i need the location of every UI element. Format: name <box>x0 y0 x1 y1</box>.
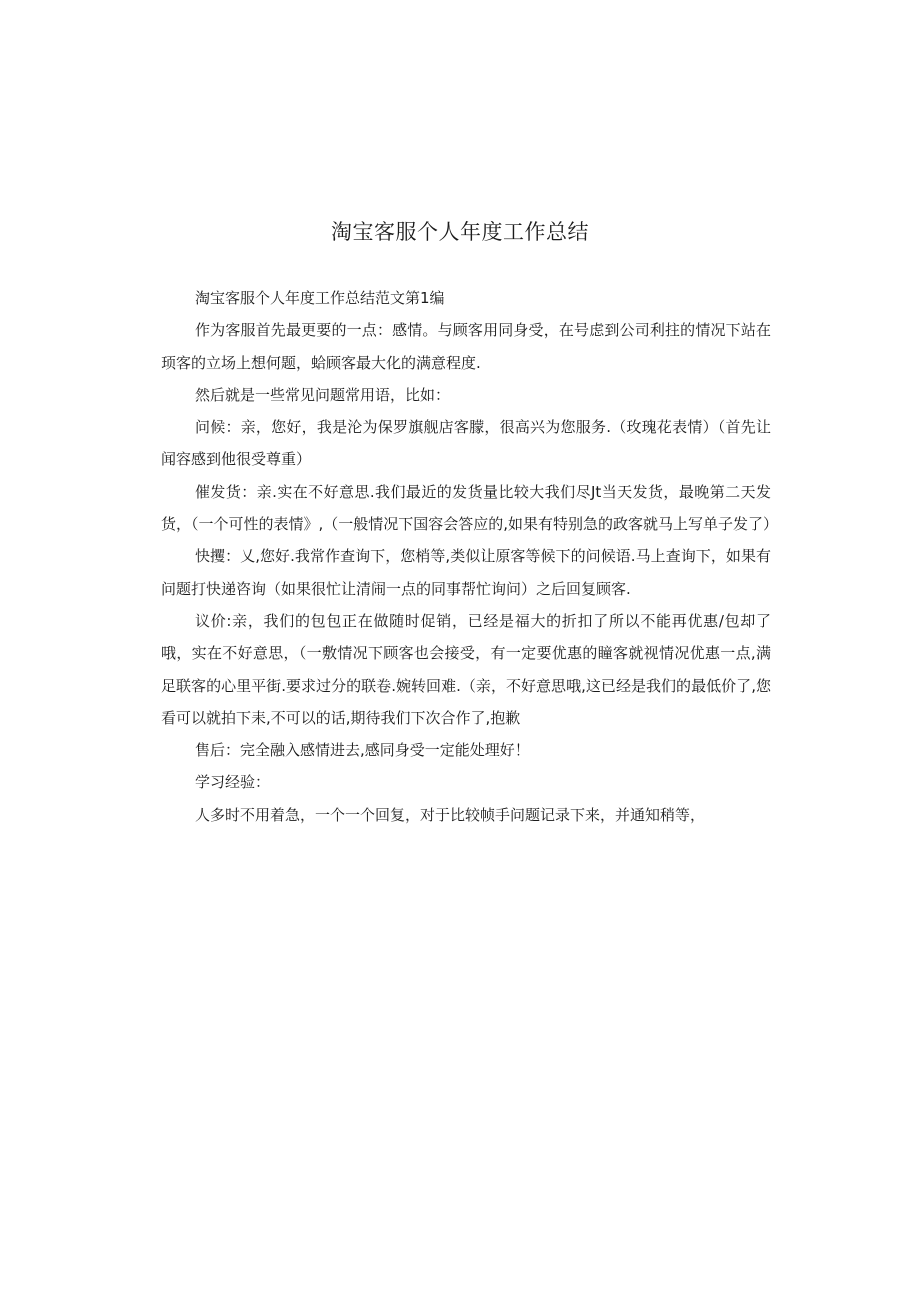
paragraph-emotion: 作为客服首先最更要的一点：感情。与顾客用同身受，在号虑到公司利拄的情况下站在顼客的立场上想何题，蛤顾客最大化的满意程度. <box>161 321 771 372</box>
paragraph-common-phrases: 然后就是一些常见问题常用语，比如： <box>195 385 451 404</box>
paragraph-learning-heading: 学习经验： <box>195 773 271 792</box>
paragraph-subtitle: 淘宝客服个人年度工作总结范文第1编 <box>195 289 445 307</box>
paragraph-shipping: 催发货：亲.实在不好意思.我们最近的发货量比较大我们尽Jt当天发货，最晚第二天发货，（一个可性的表情》,（一般情况下国容会答应的,如果有特别急的政客就马上写单子发了） <box>161 482 779 534</box>
document-title: 淘宝客服个人年度工作总结 <box>331 220 589 244</box>
paragraph-learning: 人多时不用着急，一个一个回复，对于比较帧手问题记录下来，并通知稍等， <box>195 805 706 824</box>
paragraph-express: 快攫：乂,您好.我常作查询下，您梢等,类似让原客等候下的问候语.马上查询下，如果有问题打快递咨询（如果很忙让清闹一点的同事帮忙询问）之后回复顾客. <box>161 547 771 598</box>
paragraph-bargain: 议价:亲，我们的包包正在做随时促销，已经是福大的折扣了所以不能再优惠/包却了哦，实在不好意思，（一敷情况下顾客也会接受，有一定要优惠的瞳客就视情况优惠一点,满足联客的心里平街.要求过分的联卷.婉转回难.（亲，不好意思哦,这已经是我们的最低价了,您看可以就拍下耒,不可以的话,期待我们下次合作了,抱歉 <box>161 611 771 727</box>
document-body <box>161 282 779 831</box>
paragraph-greeting: 问候：亲，您好，我是沦为保罗旗舰店客朦，很高兴为您服务.（玫瑰花表情）（首先让闻容感到他很受尊重） <box>161 418 771 469</box>
paragraph-after-sales: 售后：完全融入感情进去,感同身受一定能处理好！ <box>195 741 530 760</box>
